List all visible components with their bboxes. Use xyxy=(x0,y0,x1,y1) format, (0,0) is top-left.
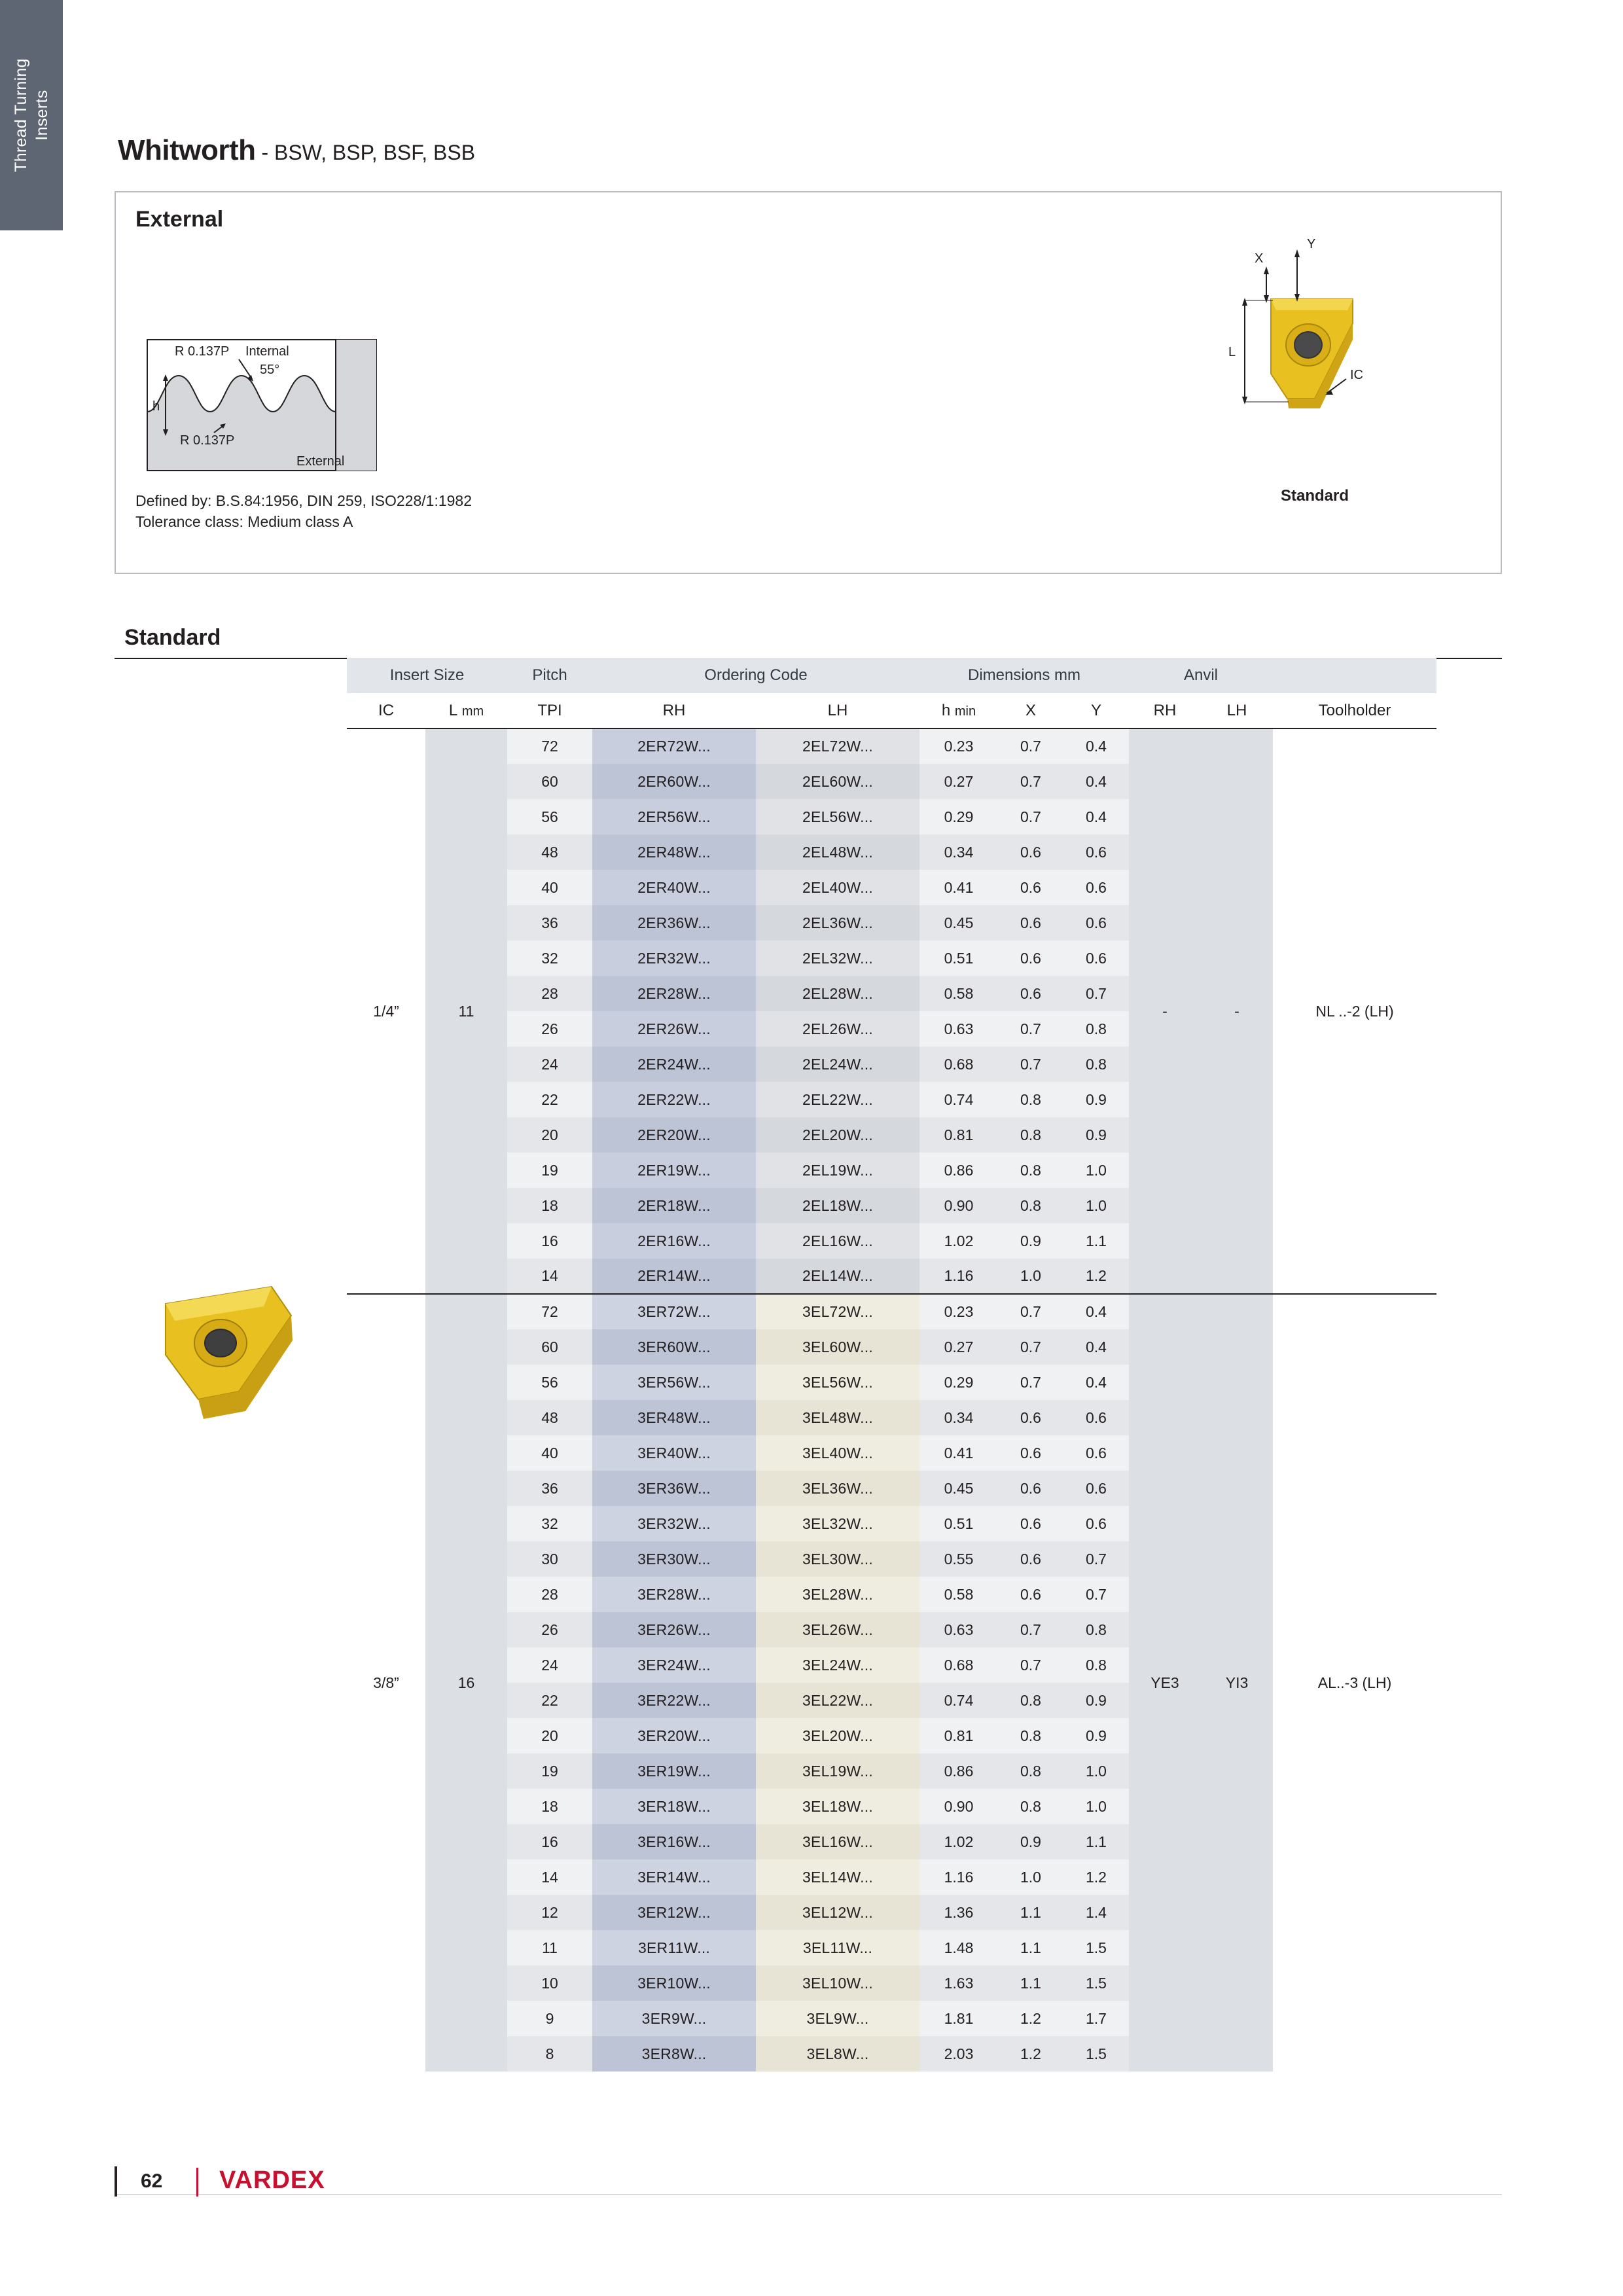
cell-h-min: 1.36 xyxy=(919,1895,998,1930)
cell-h-min: 0.23 xyxy=(919,1294,998,1329)
cell-h-min: 0.68 xyxy=(919,1647,998,1683)
cell-tpi: 10 xyxy=(507,1965,592,2001)
cell-x: 1.1 xyxy=(998,1895,1063,1930)
svg-text:55°: 55° xyxy=(260,363,280,377)
cell-y: 0.8 xyxy=(1063,1647,1129,1683)
cell-ordering-code-lh: 2EL72W... xyxy=(756,728,919,764)
cell-y: 0.8 xyxy=(1063,1047,1129,1082)
cell-ordering-code-lh: 2EL32W... xyxy=(756,941,919,976)
cell-x: 0.7 xyxy=(998,1647,1063,1683)
side-tab-line2: Inserts xyxy=(33,90,51,141)
cell-ordering-code-rh: 3ER56W... xyxy=(592,1365,756,1400)
cell-ordering-code-lh: 3EL36W... xyxy=(756,1471,919,1506)
cell-x: 0.8 xyxy=(998,1117,1063,1153)
cell-tpi: 19 xyxy=(507,1753,592,1789)
cell-ordering-code-lh: 3EL28W... xyxy=(756,1577,919,1612)
cell-ordering-code-lh: 3EL48W... xyxy=(756,1400,919,1435)
cell-ordering-code-rh: 2ER72W... xyxy=(592,728,756,764)
cell-y: 0.8 xyxy=(1063,1011,1129,1047)
page-number: 62 xyxy=(141,2170,163,2192)
cell-ordering-code-rh: 3ER36W... xyxy=(592,1471,756,1506)
cell-x: 0.9 xyxy=(998,1824,1063,1859)
cell-h-min: 0.27 xyxy=(919,764,998,799)
cell-ordering-code-rh: 3ER12W... xyxy=(592,1895,756,1930)
cell-y: 1.5 xyxy=(1063,1965,1129,2001)
svg-text:Internal: Internal xyxy=(245,344,289,359)
cell-tpi: 40 xyxy=(507,870,592,905)
footer-accent-bar xyxy=(115,2166,117,2197)
cell-x: 0.9 xyxy=(998,1223,1063,1259)
cell-y: 1.4 xyxy=(1063,1895,1129,1930)
cell-y: 0.9 xyxy=(1063,1718,1129,1753)
cell-x: 0.7 xyxy=(998,764,1063,799)
col-header-anvil-lh: LH xyxy=(1201,693,1273,728)
cell-h-min: 0.74 xyxy=(919,1082,998,1117)
col-header-toolholder: Toolholder xyxy=(1273,693,1436,728)
cell-x: 1.0 xyxy=(998,1259,1063,1294)
cell-x: 0.8 xyxy=(998,1718,1063,1753)
cell-ordering-code-rh: 2ER14W... xyxy=(592,1259,756,1294)
cell-h-min: 0.63 xyxy=(919,1011,998,1047)
cell-ordering-code-lh: 3EL12W... xyxy=(756,1895,919,1930)
table-group-header-row xyxy=(347,658,1436,693)
cell-y: 1.5 xyxy=(1063,2036,1129,2072)
cell-tpi: 32 xyxy=(507,1506,592,1541)
cell-x: 1.1 xyxy=(998,1930,1063,1965)
cell-h-min: 2.03 xyxy=(919,2036,998,2072)
side-tab-label xyxy=(10,58,52,172)
group-header-ordering-code: Ordering Code xyxy=(592,658,919,693)
cell-y: 1.0 xyxy=(1063,1789,1129,1824)
col-header-ordering-lh: LH xyxy=(756,693,919,728)
page-title-sub: - BSW, BSP, BSF, BSB xyxy=(255,141,476,164)
cell-x: 0.8 xyxy=(998,1789,1063,1824)
tolerance-class-line: Tolerance class: Medium class A xyxy=(135,513,353,530)
cell-ordering-code-rh: 3ER18W... xyxy=(592,1789,756,1824)
table-row xyxy=(347,728,1436,764)
cell-ordering-code-lh: 2EL60W... xyxy=(756,764,919,799)
defined-by-line: Defined by: B.S.84:1956, DIN 259, ISO228/1:1982 xyxy=(135,492,473,509)
cell-ordering-code-rh: 3ER22W... xyxy=(592,1683,756,1718)
cell-ordering-code-lh: 3EL11W... xyxy=(756,1930,919,1965)
cell-ordering-code-rh: 3ER26W... xyxy=(592,1612,756,1647)
col-header-y: Y xyxy=(1063,693,1129,728)
cell-y: 0.8 xyxy=(1063,1612,1129,1647)
cell-x: 0.7 xyxy=(998,1294,1063,1329)
cell-ordering-code-lh: 2EL14W... xyxy=(756,1259,919,1294)
cell-ordering-code-lh: 3EL14W... xyxy=(756,1859,919,1895)
col-header-x: X xyxy=(998,693,1063,728)
cell-anvil-rh: YE3 xyxy=(1129,1294,1201,2072)
cell-y: 0.4 xyxy=(1063,1365,1129,1400)
cell-y: 0.7 xyxy=(1063,1541,1129,1577)
cell-ordering-code-rh: 2ER40W... xyxy=(592,870,756,905)
cell-y: 1.0 xyxy=(1063,1753,1129,1789)
cell-ordering-code-lh: 3EL20W... xyxy=(756,1718,919,1753)
cell-h-min: 0.34 xyxy=(919,1400,998,1435)
cell-y: 1.0 xyxy=(1063,1153,1129,1188)
cell-h-min: 0.41 xyxy=(919,1435,998,1471)
cell-tpi: 26 xyxy=(507,1011,592,1047)
cell-h-min: 0.45 xyxy=(919,905,998,941)
cell-ordering-code-rh: 3ER24W... xyxy=(592,1647,756,1683)
cell-h-min: 0.51 xyxy=(919,1506,998,1541)
cell-x: 0.7 xyxy=(998,1047,1063,1082)
cell-ordering-code-lh: 2EL16W... xyxy=(756,1223,919,1259)
group-header-blank xyxy=(1273,658,1436,693)
footer-divider xyxy=(196,2168,198,2197)
cell-tpi: 24 xyxy=(507,1647,592,1683)
cell-ordering-code-lh: 2EL18W... xyxy=(756,1188,919,1223)
cell-x: 0.8 xyxy=(998,1153,1063,1188)
cell-x: 0.8 xyxy=(998,1753,1063,1789)
cell-ordering-code-rh: 3ER48W... xyxy=(592,1400,756,1435)
cell-ordering-code-rh: 3ER8W... xyxy=(592,2036,756,2072)
cell-anvil-rh: - xyxy=(1129,728,1201,1294)
cell-tpi: 18 xyxy=(507,1188,592,1223)
cell-h-min: 0.29 xyxy=(919,799,998,834)
cell-h-min: 1.02 xyxy=(919,1223,998,1259)
svg-text:h: h xyxy=(152,399,160,414)
cell-tpi: 20 xyxy=(507,1117,592,1153)
cell-ordering-code-lh: 3EL32W... xyxy=(756,1506,919,1541)
cell-insert-size-ic: 1/4” xyxy=(373,1002,399,1020)
cell-ordering-code-rh: 3ER40W... xyxy=(592,1435,756,1471)
cell-y: 0.9 xyxy=(1063,1082,1129,1117)
cell-ordering-code-rh: 2ER32W... xyxy=(592,941,756,976)
cell-ordering-code-lh: 2EL40W... xyxy=(756,870,919,905)
cell-h-min: 0.55 xyxy=(919,1541,998,1577)
cell-y: 0.9 xyxy=(1063,1117,1129,1153)
cell-ordering-code-rh: 3ER9W... xyxy=(592,2001,756,2036)
cell-tpi: 20 xyxy=(507,1718,592,1753)
cell-tpi: 19 xyxy=(507,1153,592,1188)
cell-tpi: 12 xyxy=(507,1895,592,1930)
cell-x: 0.6 xyxy=(998,1506,1063,1541)
cell-tpi: 16 xyxy=(507,1824,592,1859)
cell-y: 0.4 xyxy=(1063,799,1129,834)
cell-y: 0.9 xyxy=(1063,1683,1129,1718)
cell-ordering-code-rh: 2ER20W... xyxy=(592,1117,756,1153)
cell-ordering-code-lh: 3EL10W... xyxy=(756,1965,919,2001)
cell-ordering-code-rh: 2ER22W... xyxy=(592,1082,756,1117)
cell-anvil-lh: YI3 xyxy=(1201,1294,1273,2072)
cell-ordering-code-rh: 3ER28W... xyxy=(592,1577,756,1612)
cell-x: 1.0 xyxy=(998,1859,1063,1895)
cell-ordering-code-rh: 3ER20W... xyxy=(592,1718,756,1753)
cell-tpi: 30 xyxy=(507,1541,592,1577)
cell-ordering-code-lh: 2EL48W... xyxy=(756,834,919,870)
cell-ordering-code-lh: 3EL9W... xyxy=(756,2001,919,2036)
cell-ordering-code-lh: 3EL56W... xyxy=(756,1365,919,1400)
cell-h-min: 0.68 xyxy=(919,1047,998,1082)
cell-ordering-code-rh: 2ER24W... xyxy=(592,1047,756,1082)
cell-h-min: 0.58 xyxy=(919,1577,998,1612)
cell-x: 0.6 xyxy=(998,1541,1063,1577)
standard-section-heading: Standard xyxy=(124,625,221,650)
cell-ordering-code-lh: 3EL22W... xyxy=(756,1683,919,1718)
cell-x: 0.7 xyxy=(998,1365,1063,1400)
cell-h-min: 1.16 xyxy=(919,1859,998,1895)
cell-h-min: 1.63 xyxy=(919,1965,998,2001)
cell-y: 0.7 xyxy=(1063,976,1129,1011)
cell-tpi: 9 xyxy=(507,2001,592,2036)
cell-h-min: 0.81 xyxy=(919,1117,998,1153)
cell-h-min: 0.86 xyxy=(919,1753,998,1789)
group-header-anvil: Anvil xyxy=(1129,658,1273,693)
cell-ordering-code-lh: 2EL19W... xyxy=(756,1153,919,1188)
cell-ordering-code-lh: 2EL20W... xyxy=(756,1117,919,1153)
cell-tpi: 16 xyxy=(507,1223,592,1259)
cell-ordering-code-rh: 3ER16W... xyxy=(592,1824,756,1859)
cell-ordering-code-rh: 2ER19W... xyxy=(592,1153,756,1188)
cell-ordering-code-lh: 3EL60W... xyxy=(756,1329,919,1365)
cell-ordering-code-rh: 2ER28W... xyxy=(592,976,756,1011)
cell-tpi: 40 xyxy=(507,1435,592,1471)
cell-ordering-code-rh: 3ER11W... xyxy=(592,1930,756,1965)
cell-ordering-code-rh: 2ER56W... xyxy=(592,799,756,834)
col-header-l: L mm xyxy=(425,693,507,728)
cell-h-min: 0.34 xyxy=(919,834,998,870)
cell-x: 0.8 xyxy=(998,1683,1063,1718)
side-tab xyxy=(0,0,63,230)
cell-h-min: 0.51 xyxy=(919,941,998,976)
cell-y: 0.4 xyxy=(1063,1329,1129,1365)
cell-insert-size-l: 11 xyxy=(425,728,507,1294)
cell-x: 0.7 xyxy=(998,1612,1063,1647)
cell-h-min: 0.41 xyxy=(919,870,998,905)
cell-ordering-code-rh: 3ER19W... xyxy=(592,1753,756,1789)
cell-tpi: 36 xyxy=(507,905,592,941)
cell-ordering-code-lh: 3EL26W... xyxy=(756,1612,919,1647)
cell-x: 0.7 xyxy=(998,1011,1063,1047)
cell-tpi: 36 xyxy=(507,1471,592,1506)
cell-h-min: 0.58 xyxy=(919,976,998,1011)
cell-x: 0.6 xyxy=(998,1435,1063,1471)
external-panel-heading: External xyxy=(135,207,224,232)
cell-h-min: 0.81 xyxy=(919,1718,998,1753)
cell-x: 0.6 xyxy=(998,1471,1063,1506)
cell-insert-size-l: 16 xyxy=(425,1294,507,2072)
cell-tpi: 28 xyxy=(507,1577,592,1612)
cell-tpi: 60 xyxy=(507,1329,592,1365)
cell-tpi: 26 xyxy=(507,1612,592,1647)
cell-y: 0.6 xyxy=(1063,1471,1129,1506)
group-header-dimensions: Dimensions mm xyxy=(919,658,1129,693)
cell-ordering-code-lh: 3EL72W... xyxy=(756,1294,919,1329)
cell-h-min: 0.86 xyxy=(919,1153,998,1188)
table-body xyxy=(347,728,1436,2072)
col-header-h-min: h min xyxy=(919,693,998,728)
cell-tpi: 56 xyxy=(507,799,592,834)
cell-y: 1.0 xyxy=(1063,1188,1129,1223)
col-header-ic: IC xyxy=(347,693,425,728)
cell-ordering-code-lh: 3EL16W... xyxy=(756,1824,919,1859)
cell-tpi: 60 xyxy=(507,764,592,799)
cell-h-min: 1.81 xyxy=(919,2001,998,2036)
cell-ordering-code-rh: 3ER10W... xyxy=(592,1965,756,2001)
side-tab-line1: Thread Turning xyxy=(12,58,30,172)
svg-text:External: External xyxy=(296,454,345,469)
cell-tpi: 72 xyxy=(507,1294,592,1329)
table-row xyxy=(347,1294,1436,1329)
page-title-main: Whitworth xyxy=(118,134,256,166)
cell-tpi: 22 xyxy=(507,1082,592,1117)
cell-y: 0.6 xyxy=(1063,941,1129,976)
cell-x: 0.7 xyxy=(998,728,1063,764)
group-header-insert-size: Insert Size xyxy=(347,658,507,693)
cell-tpi: 22 xyxy=(507,1683,592,1718)
cell-h-min: 1.48 xyxy=(919,1930,998,1965)
cell-x: 1.1 xyxy=(998,1965,1063,2001)
cell-ordering-code-lh: 3EL24W... xyxy=(756,1647,919,1683)
brand-logo: VARDEX xyxy=(219,2166,325,2194)
cell-h-min: 0.23 xyxy=(919,728,998,764)
cell-x: 0.8 xyxy=(998,1188,1063,1223)
cell-y: 0.6 xyxy=(1063,1506,1129,1541)
cell-ordering-code-lh: 3EL8W... xyxy=(756,2036,919,2072)
cell-y: 0.6 xyxy=(1063,905,1129,941)
cell-x: 0.7 xyxy=(998,799,1063,834)
svg-text:Y: Y xyxy=(1307,237,1316,251)
cell-ordering-code-lh: 2EL24W... xyxy=(756,1047,919,1082)
table-column-header-row xyxy=(347,693,1436,728)
cell-y: 0.4 xyxy=(1063,1294,1129,1329)
cell-ordering-code-rh: 2ER60W... xyxy=(592,764,756,799)
cell-ordering-code-lh: 3EL40W... xyxy=(756,1435,919,1471)
cell-y: 0.6 xyxy=(1063,834,1129,870)
standard-insert-table xyxy=(347,658,1436,2072)
cell-y: 0.4 xyxy=(1063,728,1129,764)
cell-tpi: 48 xyxy=(507,1400,592,1435)
insert-geometry-diagram xyxy=(1163,222,1451,484)
cell-tpi: 28 xyxy=(507,976,592,1011)
cell-h-min: 0.27 xyxy=(919,1329,998,1365)
cell-y: 1.1 xyxy=(1063,1223,1129,1259)
cell-ordering-code-rh: 2ER18W... xyxy=(592,1188,756,1223)
cell-ordering-code-rh: 3ER60W... xyxy=(592,1329,756,1365)
cell-h-min: 0.63 xyxy=(919,1612,998,1647)
cell-y: 1.5 xyxy=(1063,1930,1129,1965)
col-header-tpi: TPI xyxy=(507,693,592,728)
cell-y: 1.7 xyxy=(1063,2001,1129,2036)
external-panel xyxy=(115,191,1502,574)
cell-y: 0.6 xyxy=(1063,1435,1129,1471)
cell-y: 1.2 xyxy=(1063,1859,1129,1895)
cell-anvil-lh: - xyxy=(1201,728,1273,1294)
cell-h-min: 1.02 xyxy=(919,1824,998,1859)
cell-y: 1.2 xyxy=(1063,1259,1129,1294)
cell-tpi: 48 xyxy=(507,834,592,870)
defined-by-notes xyxy=(135,490,472,532)
cell-x: 0.6 xyxy=(998,834,1063,870)
svg-text:R 0.137P: R 0.137P xyxy=(180,433,235,448)
cell-tpi: 11 xyxy=(507,1930,592,1965)
svg-text:IC: IC xyxy=(1350,368,1363,382)
insert-diagram-caption: Standard xyxy=(1281,487,1349,505)
cell-tpi: 18 xyxy=(507,1789,592,1824)
cell-x: 1.2 xyxy=(998,2036,1063,2072)
cell-ordering-code-rh: 3ER30W... xyxy=(592,1541,756,1577)
cell-tpi: 56 xyxy=(507,1365,592,1400)
cell-tpi: 8 xyxy=(507,2036,592,2072)
cell-h-min: 1.16 xyxy=(919,1259,998,1294)
col-header-anvil-rh: RH xyxy=(1129,693,1201,728)
col-header-ordering-rh: RH xyxy=(592,693,756,728)
cell-insert-size-ic: 3/8” xyxy=(347,1294,425,2072)
cell-ordering-code-rh: 3ER72W... xyxy=(592,1294,756,1329)
cell-x: 0.8 xyxy=(998,1082,1063,1117)
cell-h-min: 0.29 xyxy=(919,1365,998,1400)
cell-y: 0.6 xyxy=(1063,1400,1129,1435)
cell-ordering-code-lh: 2EL56W... xyxy=(756,799,919,834)
svg-text:R 0.137P: R 0.137P xyxy=(175,344,230,359)
group-header-pitch: Pitch xyxy=(507,658,592,693)
cell-ordering-code-rh: 2ER48W... xyxy=(592,834,756,870)
cell-x: 0.6 xyxy=(998,870,1063,905)
cell-tpi: 72 xyxy=(507,728,592,764)
cell-ordering-code-rh: 2ER26W... xyxy=(592,1011,756,1047)
thread-profile-diagram xyxy=(141,314,383,480)
page-title xyxy=(118,134,475,167)
cell-tpi: 32 xyxy=(507,941,592,976)
cell-x: 0.6 xyxy=(998,1577,1063,1612)
cell-y: 0.7 xyxy=(1063,1577,1129,1612)
cell-h-min: 0.90 xyxy=(919,1789,998,1824)
cell-x: 0.6 xyxy=(998,941,1063,976)
cell-ordering-code-lh: 3EL30W... xyxy=(756,1541,919,1577)
cell-ordering-code-lh: 2EL26W... xyxy=(756,1011,919,1047)
cell-ordering-code-rh: 3ER14W... xyxy=(592,1859,756,1895)
cell-tpi: 14 xyxy=(507,1859,592,1895)
cell-x: 0.6 xyxy=(998,1400,1063,1435)
svg-text:X: X xyxy=(1255,251,1264,266)
cell-ordering-code-lh: 3EL18W... xyxy=(756,1789,919,1824)
cell-toolholder: NL ..-2 (LH) xyxy=(1315,1002,1394,1020)
cell-toolholder: AL..-3 (LH) xyxy=(1273,1294,1436,2072)
cell-ordering-code-lh: 3EL19W... xyxy=(756,1753,919,1789)
cell-ordering-code-rh: 2ER16W... xyxy=(592,1223,756,1259)
svg-text:L: L xyxy=(1228,345,1236,359)
cell-ordering-code-lh: 2EL28W... xyxy=(756,976,919,1011)
cell-tpi: 24 xyxy=(507,1047,592,1082)
cell-ordering-code-lh: 2EL36W... xyxy=(756,905,919,941)
cell-x: 0.6 xyxy=(998,976,1063,1011)
cell-ordering-code-rh: 2ER36W... xyxy=(592,905,756,941)
cell-x: 1.2 xyxy=(998,2001,1063,2036)
cell-y: 0.4 xyxy=(1063,764,1129,799)
cell-h-min: 0.74 xyxy=(919,1683,998,1718)
cell-tpi: 14 xyxy=(507,1259,592,1294)
product-photo xyxy=(141,1263,324,1427)
cell-h-min: 0.90 xyxy=(919,1188,998,1223)
cell-y: 1.1 xyxy=(1063,1824,1129,1859)
cell-ordering-code-rh: 3ER32W... xyxy=(592,1506,756,1541)
cell-x: 0.7 xyxy=(998,1329,1063,1365)
cell-y: 0.6 xyxy=(1063,870,1129,905)
cell-ordering-code-lh: 2EL22W... xyxy=(756,1082,919,1117)
cell-x: 0.6 xyxy=(998,905,1063,941)
cell-h-min: 0.45 xyxy=(919,1471,998,1506)
